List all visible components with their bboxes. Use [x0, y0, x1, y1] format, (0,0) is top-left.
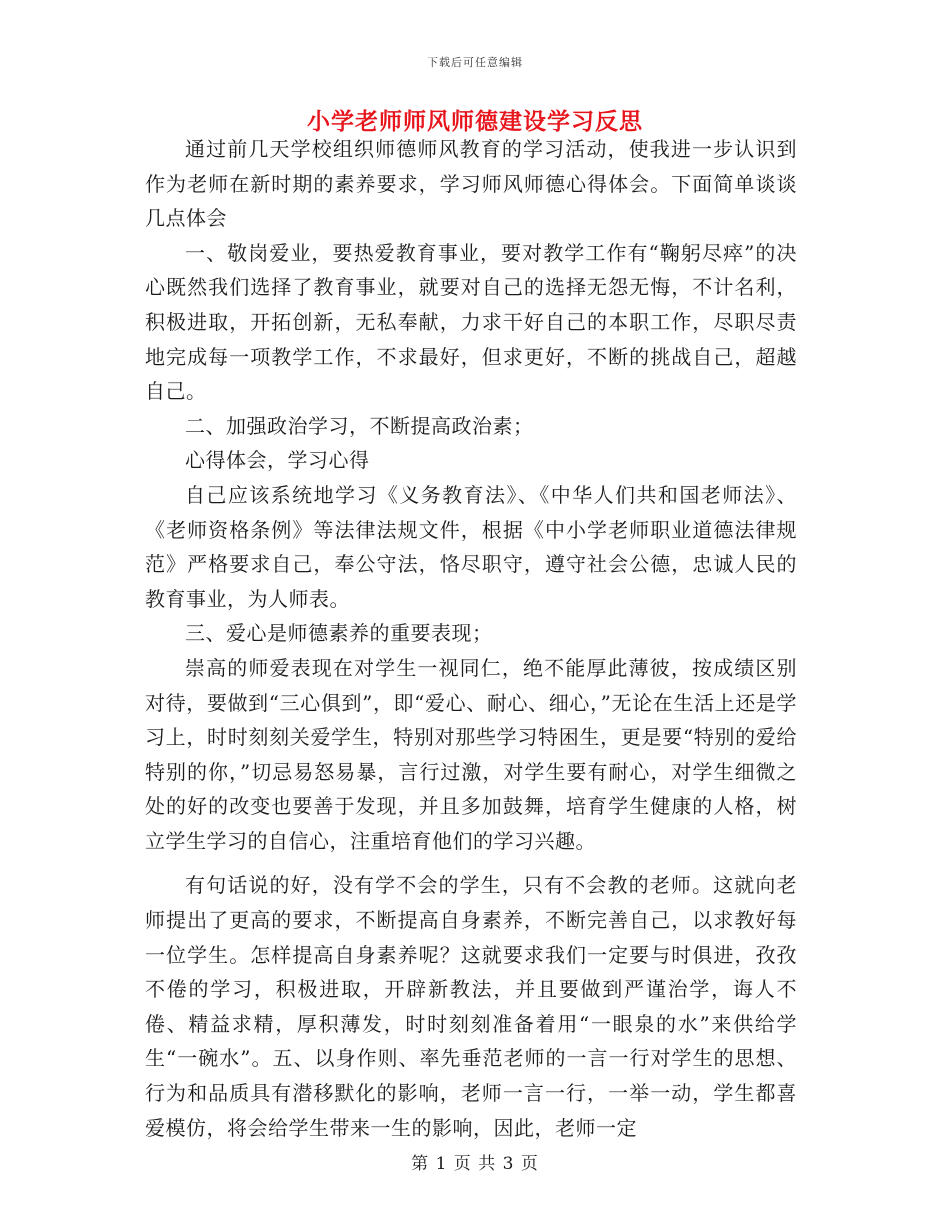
paragraph-laws: 自己应该系统地学习《义务教育法》、《中华人们共和国老师法》、《老师资格条例》等法律法规文件，根据《中小学老师职业道德法律规范》严格要求自己，奉公守法，恪尽职守，遵守社会公德，忠诚人民的教育事业，为人师表。: [145, 482, 797, 611]
paragraph-self-improvement: 有句话说的好，没有学不会的学生，只有不会教的老师。这就向老师提出了更高的要求，不断提高自身素养，不断完善自己，以求教好每一位学生。怎样提高自身素养呢？这就要求我们一定要与时俱进，孜孜不倦的学习，积极进取，开辟新教法，并且要做到严谨治学，诲人不倦、精益求精，厚积薄发，时时刻刻准备着用“一眼泉的水”来供给学生“一碗水”。五、以身作则、率先垂范老师的一言一行对学生的思想、行为和品质具有潜移默化的影响，老师一言一行，一举一动，学生都喜爱模仿，将会给学生带来一生的影响，因此，老师一定: [145, 873, 797, 1140]
paragraph-teacher-love: 崇高的师爱表现在对学生一视同仁，绝不能厚此薄彼，按成绩区别对待，要做到“三心俱到”，即“爱心、耐心、细心，”无论在生活上还是学习上，时时刻刻关爱学生，特别对那些学习特困生，更是要“特别的爱给特别的你，”切忌易怒易暴，言行过激，对学生要有耐心，对学生细微之处的好的改变也要善于发现，并且多加鼓舞，培育学生健康的人格，树立学生学习的自信心，注重培育他们的学习兴趣。: [145, 655, 797, 853]
document-title: 小学老师师风师德建设学习反思: [307, 108, 643, 135]
document-body: [145, 132, 797, 1145]
paragraph-point-one: 一、敬岗爱业，要热爱教育事业，要对教学工作有“鞠躬尽瘁”的决心既然我们选择了教育事业，就要对自己的选择无怨无悔，不计名利，积极进取，开拓创新，无私奉献，力求干好自己的本职工作，尽职尽责地完成每一项教学工作，不求最好，但求更好，不断的挑战自己，超越自己。: [145, 240, 797, 404]
header-note: 下载后可任意编辑: [427, 56, 523, 69]
paragraph-point-three: 三、爱心是师德素养的重要表现；: [185, 621, 493, 646]
paragraph-point-two: 二、加强政治学习，不断提高政治素；: [185, 413, 534, 438]
page-number: 第 1 页 共 3 页: [411, 1154, 539, 1174]
paragraph-subheading: 心得体会，学习心得: [185, 448, 370, 473]
paragraph-intro: 通过前几天学校组织师德师风教育的学习活动，使我进一步认识到作为老师在新时期的素养要求，学习师风师德心得体会。下面简单谈谈几点体会: [145, 137, 797, 231]
